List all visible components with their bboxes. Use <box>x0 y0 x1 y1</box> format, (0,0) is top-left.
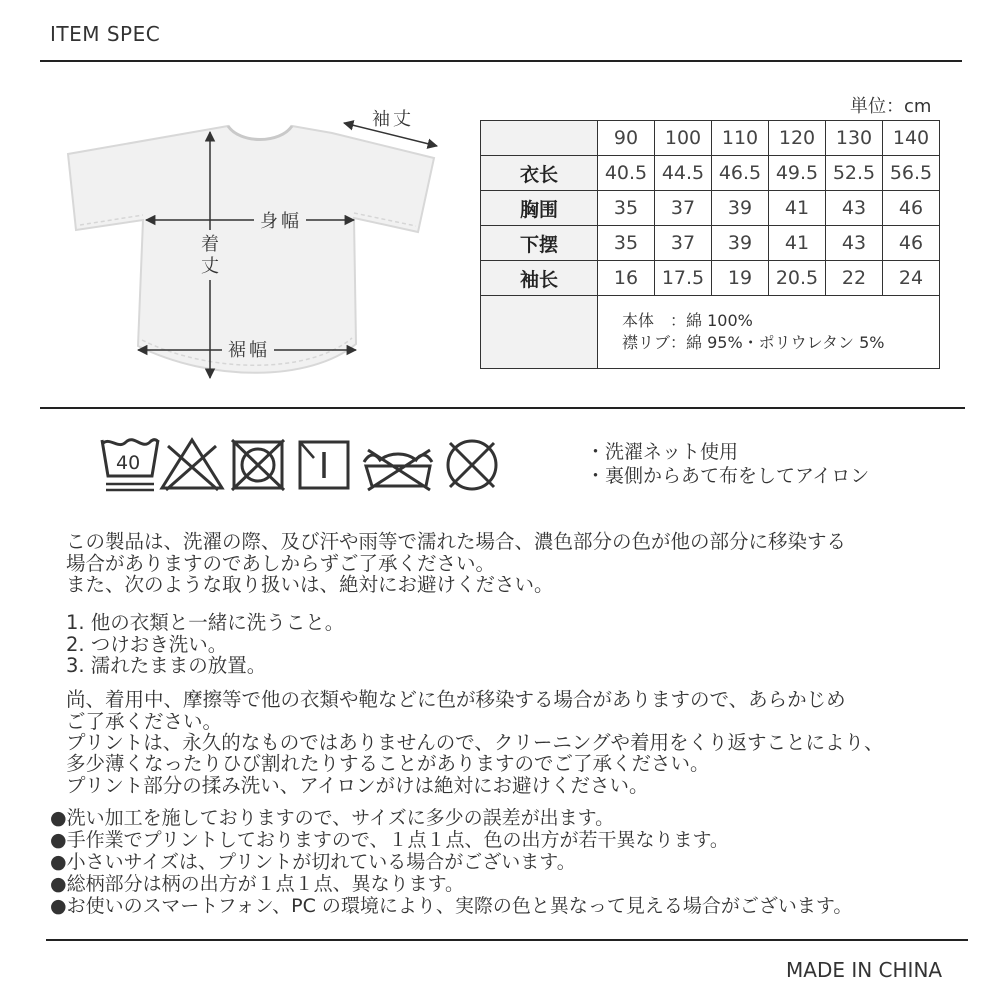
size-header-row <box>481 121 940 156</box>
table-cell: 52.5 <box>826 156 883 191</box>
text-line: 2. つけおき洗い。 <box>66 633 228 656</box>
unit-label: 単位：cm <box>850 96 932 117</box>
care-symbols <box>100 432 510 496</box>
row-label: 袖长 <box>481 261 598 296</box>
size-header-cell: 110 <box>712 121 769 156</box>
made-in-label: MADE IN CHINA <box>786 958 943 982</box>
material-line: 襟リブ：綿 95%・ポリウレタン 5% <box>622 333 885 352</box>
divider-top <box>40 60 962 62</box>
line-dry-icon <box>300 442 348 488</box>
material-cell <box>598 296 940 369</box>
text-line: ご了承ください。 <box>66 710 223 733</box>
table-cell: 43 <box>826 226 883 261</box>
size-header-cell: 140 <box>883 121 940 156</box>
table-cell: 39 <box>712 226 769 261</box>
no-dry-clean-icon <box>448 441 496 489</box>
size-header-cell: 120 <box>769 121 826 156</box>
tshirt-measurement-diagram <box>60 100 460 390</box>
row-label: 胸围 <box>481 191 598 226</box>
divider-middle <box>40 407 965 409</box>
material-line: 本体 ：綿 100% <box>622 311 753 330</box>
table-cell: 37 <box>655 191 712 226</box>
table-cell: 49.5 <box>769 156 826 191</box>
text-line: 3. 濡れたままの放置。 <box>66 654 267 677</box>
table-cell: 37 <box>655 226 712 261</box>
sleeve-length-label: 袖丈 <box>372 109 414 130</box>
text-line: プリントは、永久的なものではありませんので、クリーニングや着用をくり返すことにより、 <box>66 731 884 754</box>
table-cell: 46.5 <box>712 156 769 191</box>
table-cell: 44.5 <box>655 156 712 191</box>
size-header-cell: 130 <box>826 121 883 156</box>
material-corner-cell <box>481 296 598 369</box>
care-notes <box>586 440 869 488</box>
bullet-item: ●総柄部分は柄の出方が１点１点、異なります。 <box>50 873 465 895</box>
table-cell: 35 <box>598 226 655 261</box>
tshirt-outline <box>68 126 434 373</box>
care-note: ・洗濯ネット使用 <box>586 441 739 463</box>
bullet-item: ●手作業でプリントしておりますので、１点１点、色の出方が若干異なります。 <box>50 829 729 851</box>
table-cell: 16 <box>598 261 655 296</box>
table-cell: 17.5 <box>655 261 712 296</box>
table-cell: 20.5 <box>769 261 826 296</box>
table-row <box>481 226 940 261</box>
text-line: 多少薄くなったりひび割れたりすることがありますのでご了承ください。 <box>66 752 710 775</box>
bullet-item: ●お使いのスマートフォン、PC の環境により、実際の色と異なって見える場合がございます。 <box>50 895 853 917</box>
text-line: また、次のような取り扱いは、絶対にお避けください。 <box>66 573 554 596</box>
hem-width-label: 裾幅 <box>228 340 270 361</box>
table-cell: 22 <box>826 261 883 296</box>
size-header-cell: 90 <box>598 121 655 156</box>
body-width-label: 身幅 <box>260 211 302 232</box>
table-cell: 19 <box>712 261 769 296</box>
no-tumble-dry-icon <box>232 440 284 490</box>
row-label: 衣长 <box>481 156 598 191</box>
wash-temp-label: 40 <box>116 452 141 474</box>
table-row <box>481 156 940 191</box>
table-cell: 46 <box>883 191 940 226</box>
bullet-item: ●小さいサイズは、プリントが切れている場合がございます。 <box>50 851 576 873</box>
text-line: 尚、着用中、摩擦等で他の衣類や鞄などに色が移染する場合がありますので、あらかじめ <box>66 688 846 711</box>
table-cell: 43 <box>826 191 883 226</box>
table-cell: 41 <box>769 226 826 261</box>
size-header-cell: 100 <box>655 121 712 156</box>
table-cell: 40.5 <box>598 156 655 191</box>
body-length-label-bottom: 丈 <box>201 256 219 277</box>
row-label: 下摆 <box>481 226 598 261</box>
no-wring-icon <box>364 450 432 490</box>
text-line: 1. 他の衣類と一緒に洗うこと。 <box>66 611 345 634</box>
bullet-item: ●洗い加工を施しておりますので、サイズに多少の誤差が出ます。 <box>50 807 615 829</box>
table-row <box>481 191 940 226</box>
material-row <box>481 296 940 369</box>
table-row <box>481 261 940 296</box>
care-note: ・裏側からあて布をしてアイロン <box>586 465 870 487</box>
body-length-label-top: 着 <box>201 234 219 255</box>
table-cell: 24 <box>883 261 940 296</box>
table-cell: 41 <box>769 191 826 226</box>
text-line: この製品は、洗濯の際、及び汗や雨等で濡れた場合、濃色部分の色が他の部分に移染する <box>66 530 847 553</box>
table-cell: 39 <box>712 191 769 226</box>
table-cell: 56.5 <box>883 156 940 191</box>
size-table <box>480 120 940 369</box>
text-line: プリント部分の揉み洗い、アイロンがけは絶対にお避けください。 <box>66 774 649 797</box>
table-cell: 46 <box>883 226 940 261</box>
text-line: 場合がありますのであしからずご了承ください。 <box>66 552 496 575</box>
table-corner-cell <box>481 121 598 156</box>
table-cell: 35 <box>598 191 655 226</box>
divider-bottom <box>46 939 968 941</box>
no-bleach-icon <box>162 440 222 490</box>
page-title: ITEM SPEC <box>50 22 161 46</box>
